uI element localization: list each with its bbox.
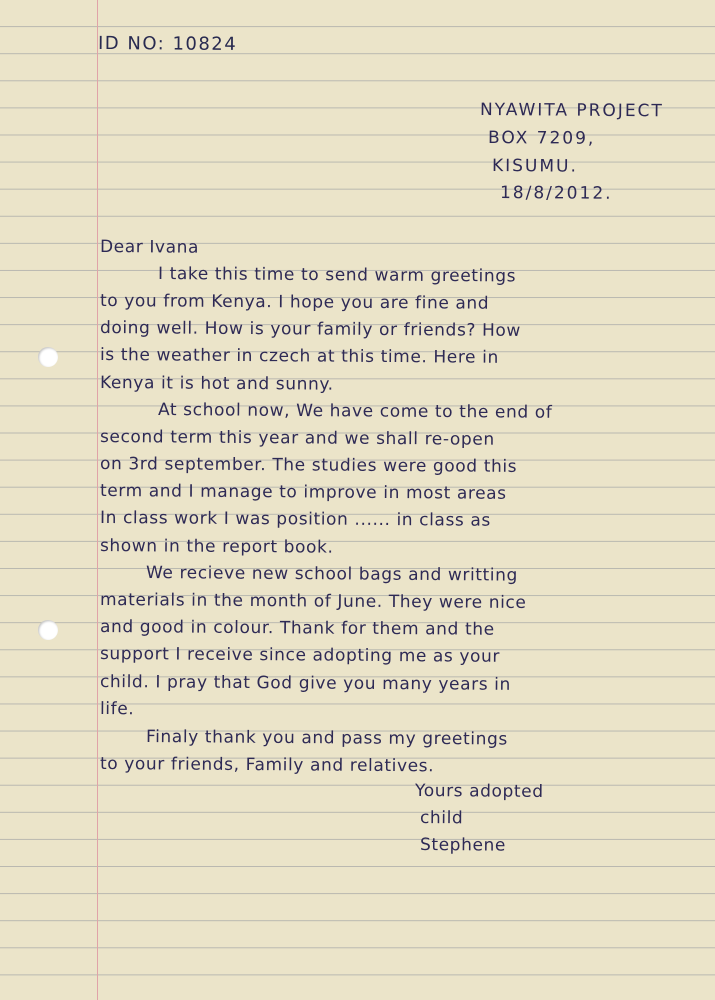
margin-line: [97, 0, 98, 1000]
body-line-8: on 3rd september. The studies were good this: [99, 454, 518, 477]
body-line-19: to your friends, Family and relatives.: [99, 754, 435, 777]
body-line-11: shown in the report book.: [99, 536, 334, 558]
body-line-3: doing well. How is your family or friends? How: [99, 318, 522, 341]
body-line-10: In class work I was position ...... in class as: [99, 508, 491, 531]
body-line-15: support I receive since adopting me as your: [99, 644, 501, 667]
address-line-3: KISUMU.: [491, 156, 578, 177]
body-line-12: We recieve new school bags and writting: [145, 563, 518, 586]
letter-date: 18/8/2012.: [499, 183, 613, 204]
punch-hole-top: [38, 347, 58, 367]
closing-line-1: Yours adopted: [414, 781, 544, 802]
body-line-1: I take this time to send warm greetings: [157, 264, 517, 287]
body-line-4: is the weather in czech at this time. Here in: [99, 345, 499, 368]
body-line-16: child. I pray that God give you many years in: [99, 672, 511, 695]
body-line-9: term and I manage to improve in most areas: [99, 481, 507, 504]
body-line-6: At school now, We have come to the end of: [157, 400, 553, 423]
body-line-17: life.: [99, 699, 135, 720]
salutation: Dear Ivana: [99, 237, 200, 258]
address-line-1: NYAWITA PROJECT: [479, 100, 664, 122]
closing-line-2: child: [419, 808, 464, 829]
body-line-14: and good in colour. Thank for them and the: [99, 617, 495, 640]
punch-hole-bottom: [38, 620, 58, 640]
body-line-13: materials in the month of June. They were nice: [99, 590, 527, 613]
body-line-7: second term this year and we shall re-open: [99, 427, 495, 450]
body-line-5: Kenya it is hot and sunny.: [99, 373, 334, 395]
body-line-2: to you from Kenya. I hope you are fine and: [99, 291, 490, 314]
id-number: ID NO: 10824: [97, 33, 238, 55]
signature-name: Stephene: [419, 835, 507, 856]
address-line-2: BOX 7209,: [487, 128, 596, 149]
body-line-18: Finaly thank you and pass my greetings: [145, 727, 508, 750]
